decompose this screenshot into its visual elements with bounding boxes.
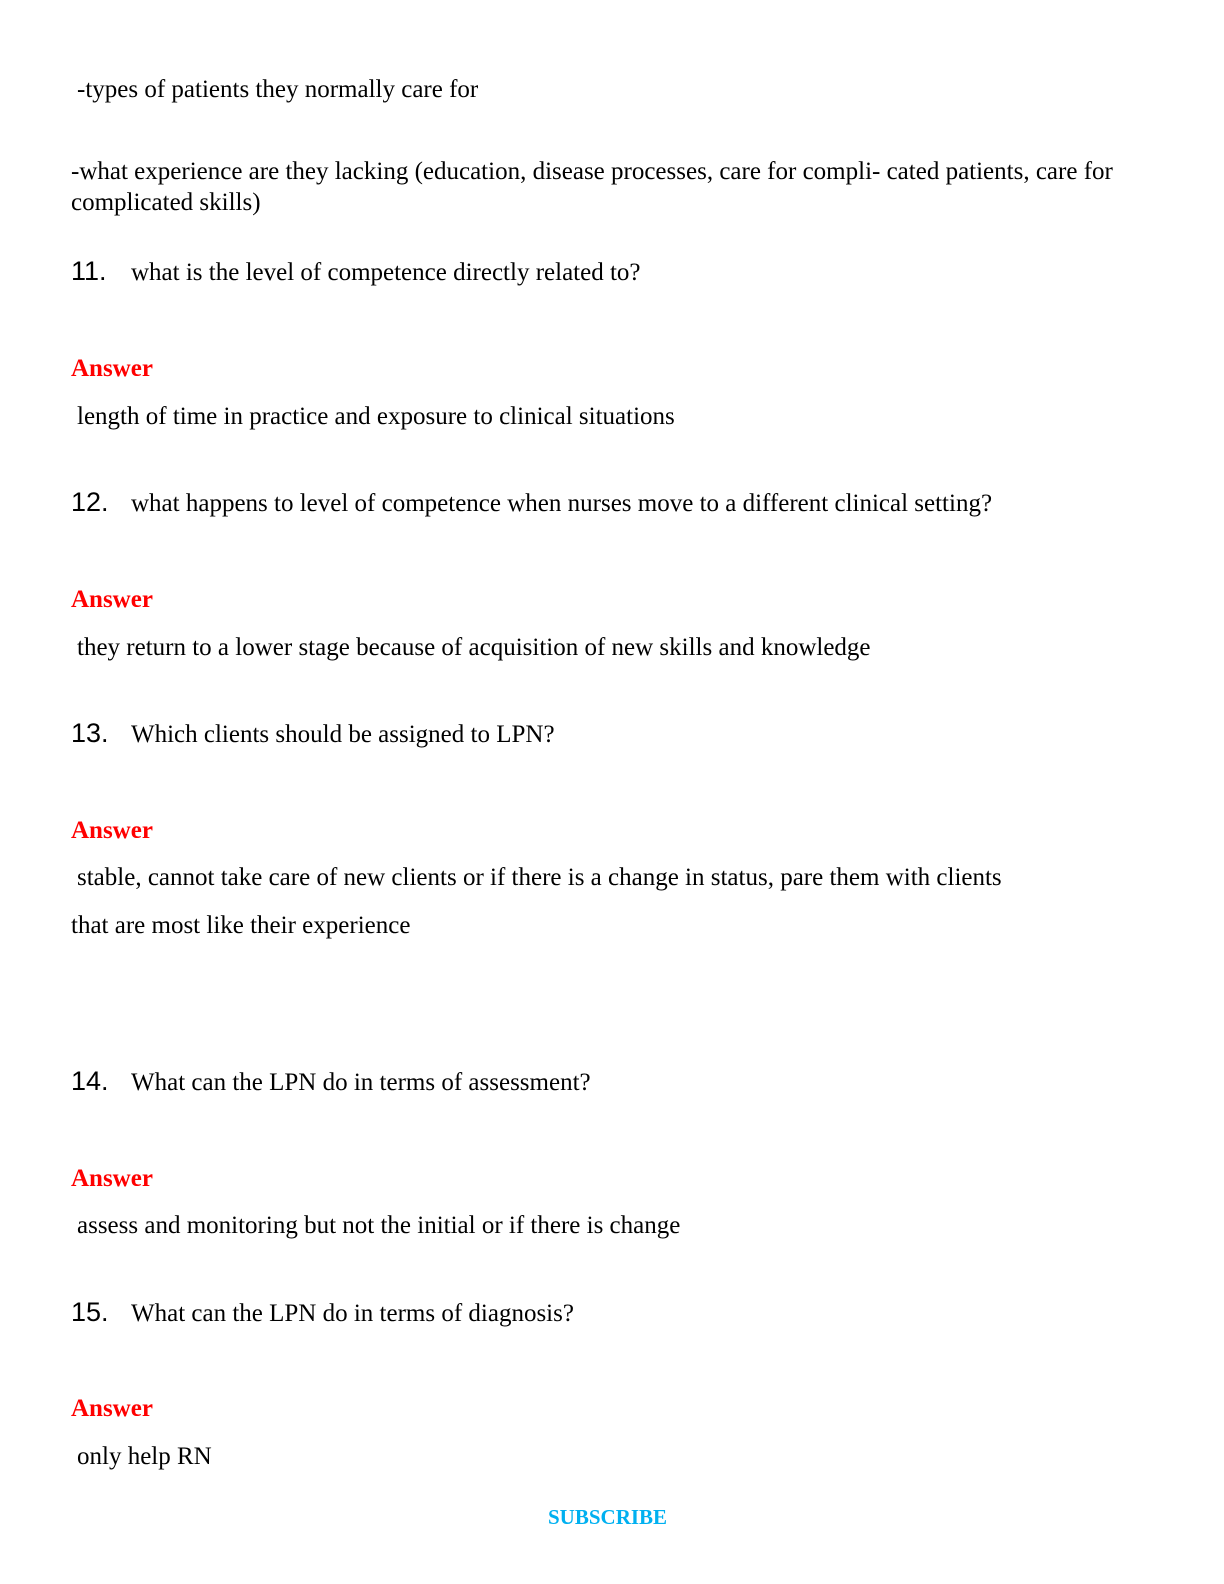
question-text: what happens to level of competence when nurses move to a different clinical setting? <box>131 490 993 517</box>
question-number: 11. <box>71 256 107 286</box>
answer-label: Answer <box>71 817 153 844</box>
question-number: 15. <box>71 1297 109 1327</box>
answer-text-continued: that are most like their experience <box>71 912 411 939</box>
question-text: What can the LPN do in terms of diagnosis? <box>131 1300 574 1327</box>
answer-text: assess and monitoring but not the initial or if there is change <box>77 1212 681 1239</box>
subscribe-link[interactable]: SUBSCRIBE <box>548 1505 668 1529</box>
answer-label: Answer <box>71 355 153 382</box>
question-11 <box>71 256 641 288</box>
question-13 <box>71 718 555 750</box>
question-15 <box>71 1297 574 1329</box>
question-number: 14. <box>71 1066 109 1096</box>
answer-label: Answer <box>71 586 153 613</box>
question-14 <box>71 1066 591 1098</box>
answer-text: length of time in practice and exposure to clinical situations <box>77 403 675 430</box>
question-number: 13. <box>71 718 109 748</box>
intro-line-patients: -types of patients they normally care for <box>77 76 479 103</box>
answer-text: they return to a lower stage because of acquisition of new skills and knowledge <box>77 634 871 661</box>
answer-text: only help RN <box>77 1443 212 1470</box>
intro-line-experience: -what experience are they lacking (education, disease processes, care for compli- cated patients, care for complicated skills) <box>71 158 1113 216</box>
question-text: Which clients should be assigned to LPN? <box>131 721 555 748</box>
question-number: 12. <box>71 487 109 517</box>
answer-label: Answer <box>71 1165 153 1192</box>
question-text: What can the LPN do in terms of assessment? <box>131 1069 591 1096</box>
question-text: what is the level of competence directly related to? <box>131 259 641 286</box>
answer-text: stable, cannot take care of new clients or if there is a change in status, pare them with clients <box>77 864 1002 891</box>
question-12 <box>71 487 992 519</box>
answer-label: Answer <box>71 1395 153 1422</box>
